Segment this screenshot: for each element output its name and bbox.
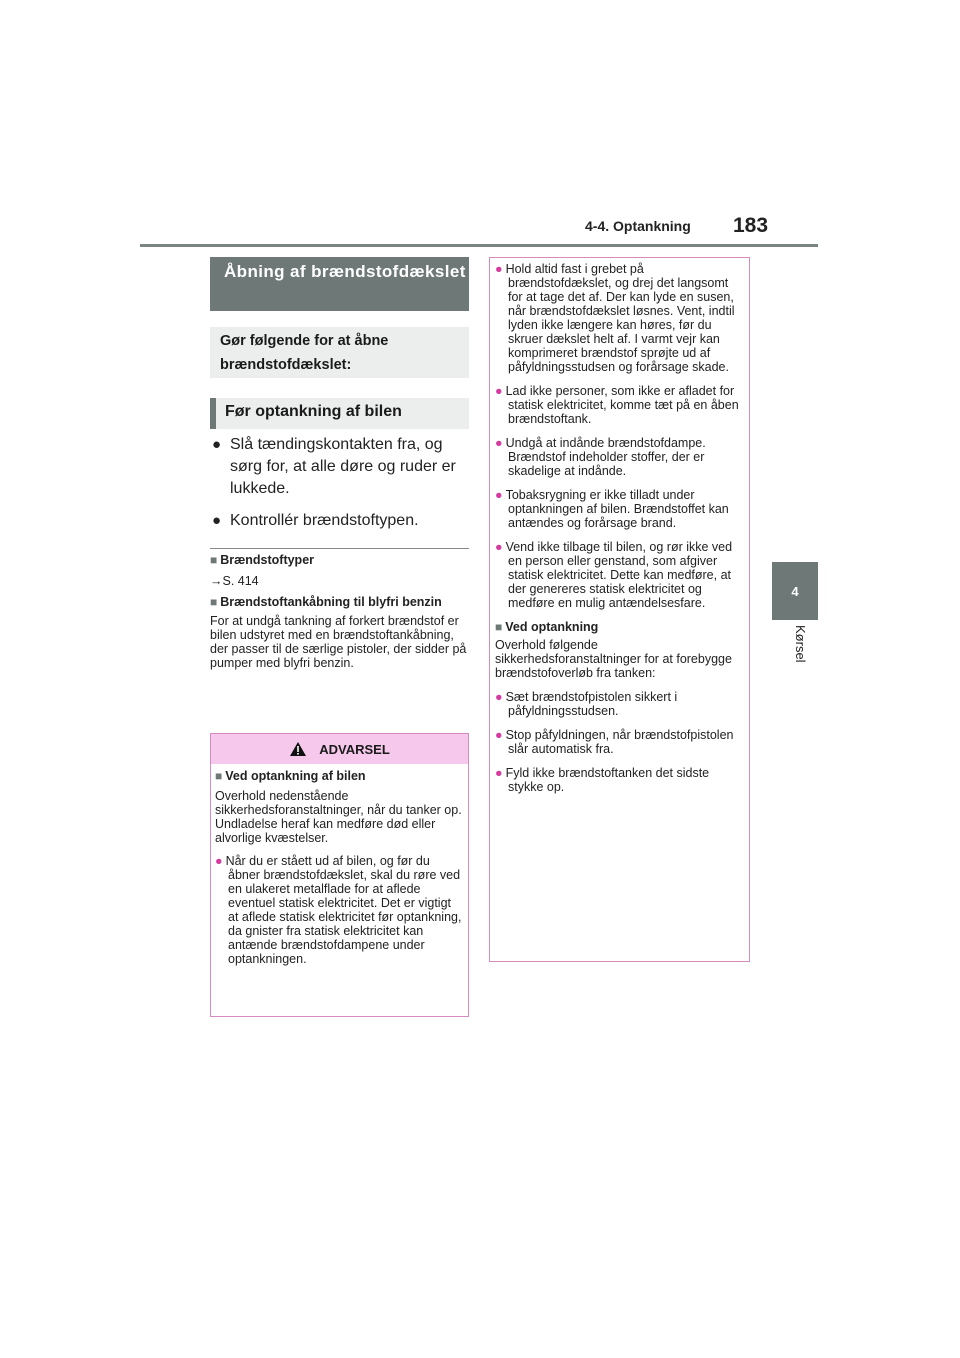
section-title: Åbning af brændstofdækslet (210, 257, 469, 311)
bullet-icon: ● (212, 512, 222, 529)
section-label: 4-4. Optankning (585, 218, 691, 234)
warning-bullet: Lad ikke personer, som ikke er afladet for statisk elektricitet, komme tæt på en åben brændstoftank. (505, 384, 739, 426)
square-bullet-icon: ■ (215, 769, 223, 783)
fuel-types-block (210, 553, 469, 670)
chapter-tab: 4 (772, 562, 818, 620)
warning-bullet: Undgå at indånde brændstofdampe. Brændstof indeholder stoffer, der er skadelige at indånde. (505, 436, 706, 478)
page-number: 183 (733, 214, 769, 237)
refuel-title: Ved optankning (505, 620, 599, 634)
procedure-list (212, 434, 467, 542)
warning-bullet: Hold altid fast i grebet på brændstofdækslet, og drej det langsomt for at tage det af. Der kan lyde en susen, når brændstofdækslet løsnes. Vent, indtil lyden ikke længere kan høres, før du skruer dækslet helt af. I varmt vejr kan komprimeret brændstof sprøjte ud af påfyldningsstudsen og forårsage skade. (505, 262, 735, 374)
list-item-text: Kontrollér brændstoftypen. (230, 512, 419, 529)
warning-title: Ved optankning af bilen (225, 769, 366, 783)
warning-triangle-icon (289, 741, 307, 757)
bullet-icon: ● (212, 436, 222, 453)
opening-text: For at undgå tankning af forkert brændstof er bilen udstyret med en brændstoftankåbning, der passer til de særlige pistoler, der sidder på pumper med blyfri benzin. (210, 614, 467, 670)
warning-intro: Overhold nedenstående sikkerhedsforanstaltninger, når du tanker op. Undladelse heraf kan medføre død eller alvorlige kvæstelser. (215, 789, 462, 845)
chapter-name: Kørsel (793, 625, 808, 663)
bullet-icon: ● (495, 690, 503, 704)
bullet-icon: ● (495, 488, 503, 502)
divider (210, 548, 469, 549)
bullet-icon: ● (495, 262, 503, 276)
fuel-types-title: Brændstoftyper (220, 553, 315, 567)
header-divider (140, 244, 818, 247)
procedure-heading: Før optankning af bilen (210, 398, 469, 429)
warning-bullet: Når du er ståett ud af bilen, og før du åbner brændstofdækslet, skal du røre ved en ulakeret metalflade for at aflede eventuel statisk elektricitet. Det er vigtigt at aflede statisk elektricitet før optankning, da gnister fra statisk elektricitet kan antænde brændstofdampene under optankningen. (225, 854, 462, 966)
warning-label: ADVARSEL (319, 741, 390, 757)
list-item-text: Slå tændingskontakten fra, og sørg for, at alle døre og ruder er lukkede. (230, 436, 456, 497)
warning-box (210, 733, 469, 1017)
square-bullet-icon: ■ (210, 595, 218, 609)
warning-header (211, 734, 468, 764)
bullet-icon: ● (495, 384, 503, 398)
bullet-icon: ● (495, 728, 503, 742)
square-bullet-icon: ■ (495, 620, 503, 634)
bullet-icon: ● (495, 436, 503, 450)
list-item (212, 434, 467, 500)
warning-bullet: Tobaksrygning er ikke tilladt under optankningen af bilen. Brændstoffet kan antændes og forårsage brand. (505, 488, 729, 530)
warning-continuation-box (489, 257, 750, 962)
bullet-icon: ● (495, 766, 503, 780)
fuel-types-ref: →S. 414 (210, 574, 259, 588)
refuel-intro: Overhold følgende sikkerhedsforanstaltninger for at forebygge brændstofoverløb fra tanken: (495, 638, 732, 680)
opening-title: Brændstoftankåbning til blyfri benzin (220, 595, 442, 609)
bullet-icon: ● (215, 854, 223, 868)
warning-bullet: Vend ikke tilbage til bilen, og rør ikke ved en person eller genstand, som afgiver statisk elektricitet. Dette kan medføre, at der genereres statisk elektricitet og medføre en mulig antændelsesfare. (505, 540, 733, 610)
list-item (212, 510, 467, 532)
refuel-bullet: Fyld ikke brændstoftanken det sidste stykke op. (505, 766, 710, 794)
section-subtitle: Gør følgende for at åbne brændstofdækslet: (210, 327, 469, 378)
refuel-bullet: Stop påfyldningen, når brændstofpistolen slår automatisk fra. (505, 728, 734, 756)
square-bullet-icon: ■ (210, 553, 218, 567)
refuel-bullet: Sæt brændstofpistolen sikkert i påfyldningsstudsen. (505, 690, 678, 718)
bullet-icon: ● (495, 540, 503, 554)
